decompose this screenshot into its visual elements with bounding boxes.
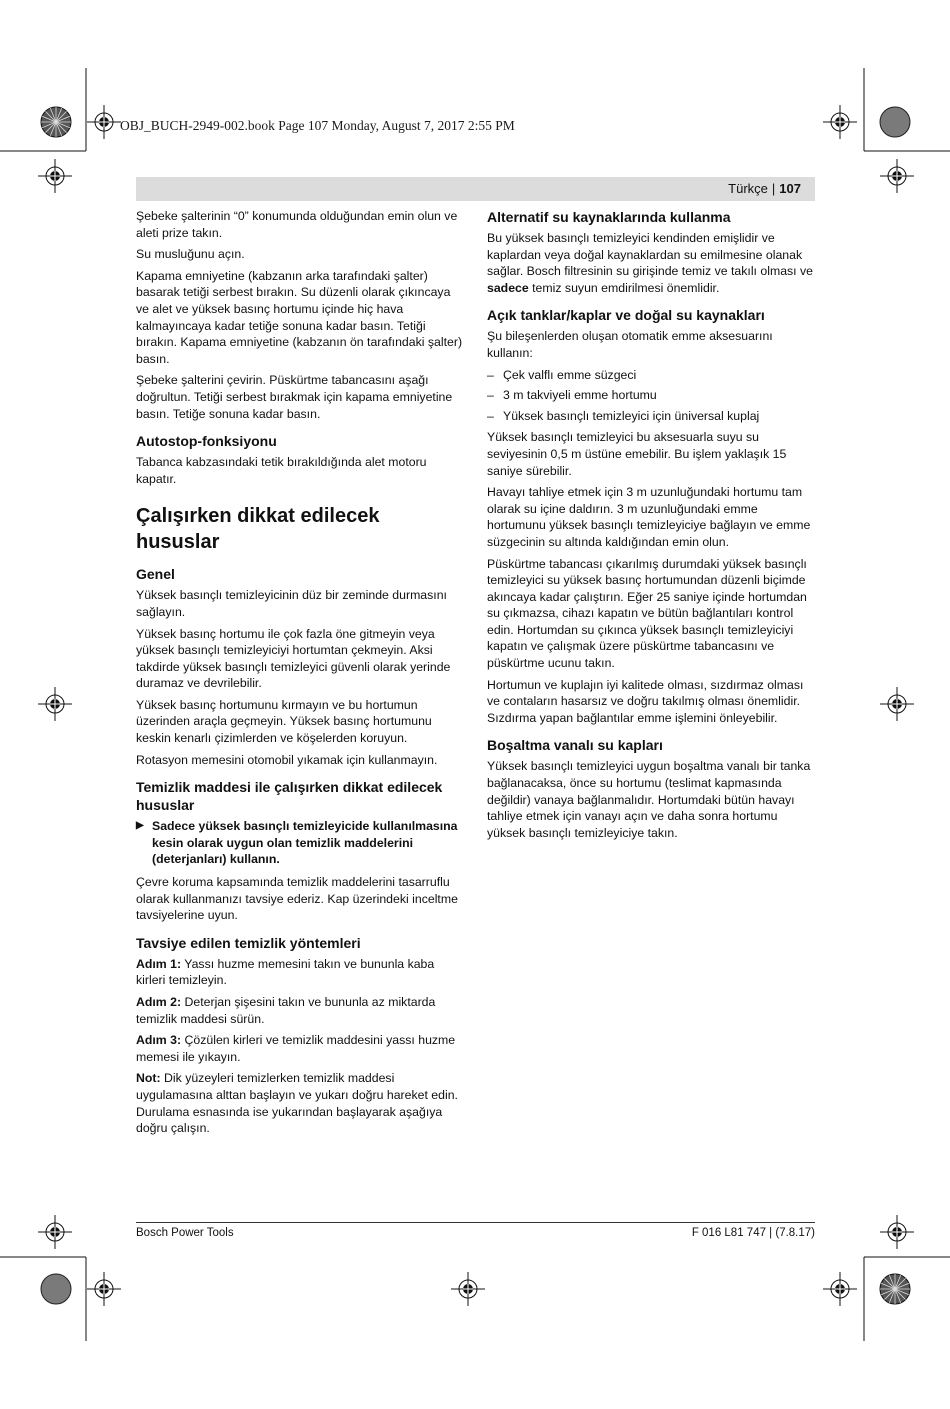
list-item-text: Çek valflı emme süzgeci — [503, 367, 637, 382]
note-paragraph — [136, 1070, 463, 1136]
genel-paragraph: Yüksek basınçlı temizleyicinin düz bir zeminde durmasını sağlayın. — [136, 588, 447, 619]
step-label: Adım 1: — [136, 956, 182, 971]
alternatif-bold: sadece — [487, 280, 529, 295]
step-paragraph — [136, 956, 463, 989]
step-paragraph — [136, 994, 463, 1027]
autostop-heading: Autostop-fonksiyonu — [136, 433, 277, 450]
step-paragraph — [136, 1032, 463, 1065]
page-number: 107 — [779, 181, 801, 196]
accessory-list — [487, 367, 814, 425]
header-separator: | — [771, 181, 776, 196]
note-text: Dik yüzeyleri temizlerken temizlik maddesi uygulamasına alttan başlayın ve yukarı doğru hareket edin. Durulama esnasında ise yukarından başlayarak aşağıya doğru çalışın. — [136, 1071, 458, 1136]
autostop-paragraph: Tabanca kabzasındaki tetik bırakıldığında alet motoru kapatır. — [136, 455, 427, 486]
temizlik-paragraph: Çevre koruma kapsamında temizlik maddelerini tasarruflu olarak kullanmanızı tavsiye ederiz. Kap üzerindeki inceltme tavsiyelerine uyun. — [136, 875, 458, 923]
left-column — [136, 208, 463, 1142]
step-text: Çözülen kirleri ve temizlik maddesini yassı huzme memesi ile yıkayın. — [136, 1033, 456, 1064]
footer-brand: Bosch Power Tools — [136, 1227, 234, 1239]
list-item-text: 3 m takviyeli emme hortumu — [503, 388, 657, 403]
genel-paragraph: Rotasyon memesini otomobil yıkamak için kullanmayın. — [136, 752, 438, 767]
alternatif-heading: Alternatif su kaynaklarında kullanma — [487, 209, 731, 225]
genel-paragraph: Yüksek basınç hortumu ile çok fazla öne gitmeyin veya yüksek basınçlı temizleyiciyi hortumtan çekmeyin. Aksi takdirde yüksek basınçlı temizleyici güvenli olarak yerinde duramaz ve devrilebilir. — [136, 626, 451, 691]
warning-triangle-icon: ▶ — [136, 820, 144, 832]
dash-bullet: – — [487, 367, 494, 382]
list-item — [487, 408, 814, 425]
footer-rule — [136, 1222, 815, 1223]
intro-paragraph: Su musluğunu açın. — [136, 247, 245, 262]
genel-paragraph: Yüksek basınç hortumunu kırmayın ve bu hortumun üzerinden araçla geçmeyin. Yüksek basınç hortumunu keskin kenarlı çizimlerden ve köşelerden koruyun. — [136, 697, 432, 746]
section-heading: Çalışırken dikkat edilecek hususlar — [136, 505, 380, 554]
warning-text: Sadece yüksek basınçlı temizleyicide kullanılmasına kesin olarak uygun olan temizlik maddelerini (deterjanları) kullanın. — [152, 819, 458, 867]
right-column — [487, 208, 814, 846]
bosaltma-heading: Boşaltma vanalı su kapları — [487, 737, 663, 754]
list-item — [487, 387, 814, 404]
temizlik-heading: Temizlik maddesi ile çalışırken dikkat edilecek hususlar — [136, 779, 443, 814]
header-language: Türkçe — [728, 181, 768, 196]
acik-intro: Şu bileşenlerden oluşan otomatik emme aksesuarını kullanın: — [487, 329, 773, 360]
header-band — [136, 177, 815, 201]
bosaltma-paragraph: Yüksek basınçlı temizleyici uygun boşaltma vanalı bir tanka bağlanacaksa, önce su hortumu (teslimat kapmasında değildir) vanaya bağlanmalıdır. Hortumdaki bütün havayı tahliye etmek için vanayı açın ve daha sonra hortumu yüksek basınçlı temizleyiciye takın. — [487, 759, 811, 840]
warning-item — [136, 818, 463, 868]
list-item-text: Yüksek basınçlı temizleyici için üniversal kuplaj — [503, 408, 760, 423]
dash-bullet: – — [487, 388, 494, 403]
acik-paragraph: Yüksek basınçlı temizleyici bu aksesuarla suyu su seviyesinin 0,5 m üstüne emebilir. Bu işlem yaklaşık 15 saniye sürebilir. — [487, 430, 787, 478]
running-header — [728, 181, 801, 196]
step-label: Adım 2: — [136, 995, 182, 1009]
acik-paragraph: Hortumun ve kuplajın iyi kalitede olması, sızdırmaz olması ve contaların hasarsız ve doğru takılmış olması önemlidir. Sızdırma yapan bağlantılar emme işlemini önleyebilir. — [487, 677, 804, 725]
alternatif-paragraph — [487, 230, 814, 296]
dash-bullet: – — [487, 408, 494, 423]
alternatif-text: Bu yüksek basınçlı temizleyici kendinden emişlidir ve kaplardan veya doğal kaynaklardan su emilmesine olanak sağlar. Bosch filtresinin su girişinde temiz ve takılı olması ve — [487, 231, 813, 279]
step-label: Adım 3: — [136, 1033, 182, 1048]
intro-paragraph: Kapama emniyetine (kabzanın arka tarafındaki şalter) basarak tetiği serbest bırakın. Su düzenli olarak çıkıncaya ve alet ve yüksek basınç hortumu içinde hiç hava kalmayıncaya kadar tetiğe sonuna kadar basın. Tetiği bırakın. Kapama emniyetine (kabzanın ön tarafındaki şalter) basın. — [136, 268, 463, 366]
intro-paragraph: Şebeke şalterinin “0” konumunda olduğundan emin olun ve aleti prize takın. — [136, 209, 458, 240]
note-label: Not: — [136, 1071, 161, 1086]
acik-heading: Açık tanklar/kaplar ve doğal su kaynakları — [487, 307, 765, 324]
alternatif-text-end: temiz suyun emdirilmesi önemlidir. — [528, 280, 720, 295]
acik-paragraph: Havayı tahliye etmek için 3 m uzunluğundaki hortumu tam olarak su içine daldırın. 3 m uzunluğundaki emme hortumunu yüksek basınçlı temizleyiciye bağlayın ve emme süzgecinin su altında kaldığından emin olun. — [487, 485, 811, 549]
genel-heading: Genel — [136, 566, 175, 583]
print-info: OBJ_BUCH-2949-002.book Page 107 Monday, August 7, 2017 2:55 PM — [120, 118, 515, 133]
step-text: Deterjan şişesini takın ve bununla az miktarda temizlik maddesi sürün. — [136, 995, 436, 1026]
tavsiye-heading: Tavsiye edilen temizlik yöntemleri — [136, 934, 361, 951]
footer-doc-code: F 016 L81 747 | (7.8.17) — [691, 1227, 815, 1239]
step-text: Yassı huzme memesini takın ve bununla kaba kirleri temizleyin. — [136, 956, 435, 988]
intro-paragraph: Şebeke şalterini çevirin. Püskürtme tabancasını aşağı doğrultun. Tetiği serbest bırakmak için kapama emniyetine basın. Tetiğe sonuna kadar basın. — [136, 373, 453, 421]
acik-paragraph: Püskürtme tabancası çıkarılmış durumdaki yüksek basınçlı temizleyici su yüksek basınç hortumundan düzenli biçimde akıncaya kadar çalıştırın. Eğer 25 saniye içinde hortumdan su çıkmazsa, cihazı kapatın ve bütün bağlantıları kontrol edin. Hortumdan su çıkınca yüksek basınçlı temizleyiciyi kapatın ve çalışmak üzere püskürtme tabancasını ve püskürtme ucunu takın. — [487, 556, 807, 671]
list-item — [487, 367, 814, 384]
